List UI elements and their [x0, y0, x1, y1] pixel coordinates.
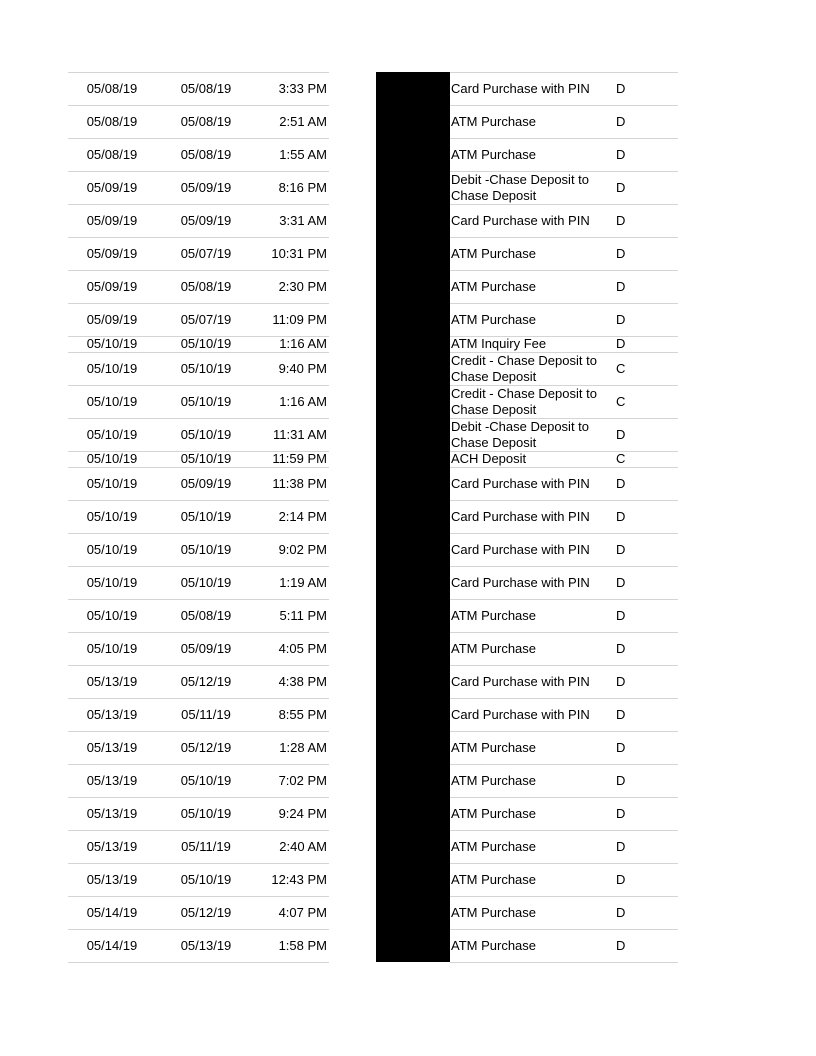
transaction-date-cell: 05/10/19: [180, 336, 232, 351]
description-cell: ATM Purchase: [451, 937, 537, 953]
time-cell: 1:16 AM: [279, 393, 327, 409]
posted-date-cell: 05/14/19: [86, 937, 138, 953]
time-cell: 11:31 AM: [273, 426, 327, 442]
time-cell: 10:31 PM: [271, 245, 327, 261]
type-cell: D: [616, 179, 626, 195]
row-divider: [450, 204, 678, 205]
table-row: [0, 72, 816, 105]
description-cell: Card Purchase with PIN: [451, 574, 590, 590]
row-divider: [68, 467, 329, 468]
row-divider: [68, 270, 329, 271]
time-cell: 1:28 AM: [279, 739, 327, 755]
type-cell: D: [616, 336, 626, 351]
time-cell: 11:59 PM: [272, 451, 327, 466]
transaction-date-cell: 05/07/19: [180, 245, 232, 261]
time-cell: 4:05 PM: [278, 640, 327, 656]
transaction-date-cell: 05/10/19: [180, 805, 232, 821]
table-row: [0, 385, 816, 418]
transaction-date-cell: 05/10/19: [180, 451, 232, 466]
type-cell: D: [616, 607, 626, 623]
time-cell: 2:14 PM: [278, 508, 327, 524]
type-cell: D: [616, 113, 626, 129]
type-cell: D: [616, 640, 626, 656]
time-cell: 2:30 PM: [278, 278, 327, 294]
row-divider: [450, 451, 678, 452]
posted-date-cell: 05/13/19: [86, 871, 138, 887]
type-cell: C: [616, 360, 626, 376]
time-cell: 1:19 AM: [279, 574, 327, 590]
transaction-date-cell: 05/11/19: [181, 838, 231, 854]
row-divider: [68, 962, 329, 963]
description-cell: ATM Purchase: [451, 640, 537, 656]
posted-date-cell: 05/09/19: [86, 179, 138, 195]
time-cell: 11:38 PM: [272, 475, 327, 491]
time-cell: 9:40 PM: [278, 360, 327, 376]
row-divider: [450, 698, 678, 699]
time-cell: 8:16 PM: [278, 179, 327, 195]
row-divider: [68, 698, 329, 699]
table-row: [0, 863, 816, 896]
posted-date-cell: 05/08/19: [86, 80, 138, 96]
table-row: [0, 500, 816, 533]
row-divider: [68, 830, 329, 831]
posted-date-cell: 05/13/19: [86, 772, 138, 788]
row-divider: [450, 418, 678, 419]
row-divider: [68, 566, 329, 567]
description-cell: Card Purchase with PIN: [451, 673, 590, 689]
row-divider: [450, 962, 678, 963]
row-divider: [450, 72, 678, 73]
type-cell: D: [616, 937, 626, 953]
row-divider: [68, 303, 329, 304]
transaction-date-cell: 05/10/19: [180, 772, 232, 788]
row-divider: [68, 929, 329, 930]
table-row: [0, 171, 816, 204]
posted-date-cell: 05/10/19: [86, 607, 138, 623]
description-cell: ATM Purchase: [451, 871, 537, 887]
row-divider: [450, 665, 678, 666]
row-divider: [450, 632, 678, 633]
posted-date-cell: 05/09/19: [86, 278, 138, 294]
table-row: [0, 451, 816, 467]
row-divider: [68, 451, 329, 452]
row-divider: [450, 731, 678, 732]
table-row: [0, 237, 816, 270]
description-cell: Credit - Chase Deposit to Chase Deposit: [451, 352, 597, 384]
row-divider: [68, 237, 329, 238]
time-cell: 9:24 PM: [278, 805, 327, 821]
row-divider: [450, 270, 678, 271]
posted-date-cell: 05/10/19: [86, 426, 138, 442]
posted-date-cell: 05/14/19: [86, 904, 138, 920]
row-divider: [68, 385, 329, 386]
description-cell: ATM Purchase: [451, 245, 537, 261]
posted-date-cell: 05/10/19: [86, 336, 138, 351]
description-cell: Card Purchase with PIN: [451, 706, 590, 722]
transaction-date-cell: 05/09/19: [180, 179, 232, 195]
description-cell: Debit -Chase Deposit to Chase Deposit: [451, 418, 590, 450]
row-divider: [450, 500, 678, 501]
row-divider: [450, 385, 678, 386]
transaction-date-cell: 05/12/19: [180, 739, 232, 755]
type-cell: D: [616, 673, 626, 689]
row-divider: [450, 896, 678, 897]
row-divider: [68, 105, 329, 106]
time-cell: 2:51 AM: [279, 113, 327, 129]
row-divider: [68, 418, 329, 419]
posted-date-cell: 05/09/19: [86, 311, 138, 327]
table-row: [0, 418, 816, 451]
transaction-date-cell: 05/10/19: [180, 426, 232, 442]
type-cell: D: [616, 146, 626, 162]
type-cell: D: [616, 475, 626, 491]
row-divider: [68, 72, 329, 73]
table-row: [0, 632, 816, 665]
row-divider: [68, 336, 329, 337]
row-divider: [68, 533, 329, 534]
type-cell: D: [616, 706, 626, 722]
posted-date-cell: 05/09/19: [86, 212, 138, 228]
posted-date-cell: 05/10/19: [86, 451, 138, 466]
type-cell: D: [616, 772, 626, 788]
row-divider: [450, 336, 678, 337]
table-row: [0, 896, 816, 929]
table-row: [0, 303, 816, 336]
row-divider: [450, 138, 678, 139]
transaction-date-cell: 05/09/19: [180, 640, 232, 656]
transaction-date-cell: 05/10/19: [180, 541, 232, 557]
row-divider: [68, 138, 329, 139]
time-cell: 2:40 AM: [279, 838, 327, 854]
row-divider: [68, 731, 329, 732]
row-divider: [450, 105, 678, 106]
table-row: [0, 929, 816, 962]
posted-date-cell: 05/09/19: [86, 245, 138, 261]
description-cell: ATM Purchase: [451, 113, 537, 129]
posted-date-cell: 05/13/19: [86, 805, 138, 821]
time-cell: 5:11 PM: [279, 607, 327, 623]
description-cell: ATM Purchase: [451, 838, 537, 854]
posted-date-cell: 05/10/19: [86, 475, 138, 491]
transaction-date-cell: 05/08/19: [180, 113, 232, 129]
time-cell: 1:58 PM: [278, 937, 327, 953]
row-divider: [450, 237, 678, 238]
posted-date-cell: 05/13/19: [86, 673, 138, 689]
row-divider: [450, 599, 678, 600]
description-cell: Card Purchase with PIN: [451, 475, 590, 491]
type-cell: C: [616, 451, 626, 466]
description-cell: ATM Purchase: [451, 805, 537, 821]
transaction-date-cell: 05/10/19: [180, 871, 232, 887]
table-row: [0, 270, 816, 303]
time-cell: 8:55 PM: [278, 706, 327, 722]
posted-date-cell: 05/10/19: [86, 393, 138, 409]
row-divider: [450, 467, 678, 468]
table-row: [0, 599, 816, 632]
transaction-date-cell: 05/10/19: [180, 360, 232, 376]
posted-date-cell: 05/10/19: [86, 541, 138, 557]
transaction-date-cell: 05/12/19: [180, 904, 232, 920]
type-cell: D: [616, 805, 626, 821]
transaction-date-cell: 05/10/19: [180, 393, 232, 409]
row-divider: [450, 830, 678, 831]
transaction-date-cell: 05/09/19: [180, 212, 232, 228]
description-cell: ATM Purchase: [451, 772, 537, 788]
table-row: [0, 533, 816, 566]
transaction-date-cell: 05/08/19: [180, 80, 232, 96]
table-row: [0, 566, 816, 599]
table-row: [0, 665, 816, 698]
type-cell: D: [616, 311, 626, 327]
time-cell: 7:02 PM: [278, 772, 327, 788]
table-row: [0, 830, 816, 863]
posted-date-cell: 05/13/19: [86, 739, 138, 755]
description-cell: ATM Purchase: [451, 146, 537, 162]
row-divider: [68, 764, 329, 765]
transaction-date-cell: 05/08/19: [180, 278, 232, 294]
row-divider: [68, 599, 329, 600]
time-cell: 9:02 PM: [278, 541, 327, 557]
row-divider: [450, 863, 678, 864]
row-divider: [450, 352, 678, 353]
row-divider: [450, 764, 678, 765]
row-divider: [68, 797, 329, 798]
row-divider: [68, 665, 329, 666]
time-cell: 1:55 AM: [279, 146, 327, 162]
table-row: [0, 336, 816, 352]
transaction-date-cell: 05/07/19: [180, 311, 232, 327]
row-divider: [450, 533, 678, 534]
row-divider: [450, 303, 678, 304]
time-cell: 11:09 PM: [272, 311, 327, 327]
row-divider: [450, 171, 678, 172]
table-row: [0, 797, 816, 830]
transaction-date-cell: 05/12/19: [180, 673, 232, 689]
row-divider: [68, 204, 329, 205]
type-cell: D: [616, 212, 626, 228]
description-cell: Credit - Chase Deposit to Chase Deposit: [451, 385, 597, 417]
row-divider: [68, 863, 329, 864]
transaction-date-cell: 05/08/19: [180, 607, 232, 623]
time-cell: 12:43 PM: [271, 871, 327, 887]
row-divider: [68, 896, 329, 897]
row-divider: [68, 632, 329, 633]
posted-date-cell: 05/13/19: [86, 706, 138, 722]
table-row: [0, 467, 816, 500]
posted-date-cell: 05/10/19: [86, 508, 138, 524]
table-row: [0, 352, 816, 385]
type-cell: C: [616, 393, 626, 409]
table-row: [0, 105, 816, 138]
type-cell: D: [616, 574, 626, 590]
transaction-date-cell: 05/10/19: [180, 574, 232, 590]
type-cell: D: [616, 245, 626, 261]
posted-date-cell: 05/08/19: [86, 113, 138, 129]
transaction-date-cell: 05/13/19: [180, 937, 232, 953]
table-row: [0, 138, 816, 171]
description-cell: ATM Purchase: [451, 311, 537, 327]
time-cell: 1:16 AM: [279, 336, 327, 351]
type-cell: D: [616, 278, 626, 294]
description-cell: Debit -Chase Deposit to Chase Deposit: [451, 171, 590, 203]
posted-date-cell: 05/13/19: [86, 838, 138, 854]
description-cell: Card Purchase with PIN: [451, 212, 590, 228]
type-cell: D: [616, 426, 626, 442]
description-cell: ATM Purchase: [451, 278, 537, 294]
type-cell: D: [616, 508, 626, 524]
type-cell: D: [616, 871, 626, 887]
description-cell: Card Purchase with PIN: [451, 508, 590, 524]
time-cell: 4:38 PM: [278, 673, 327, 689]
posted-date-cell: 05/10/19: [86, 360, 138, 376]
posted-date-cell: 05/10/19: [86, 640, 138, 656]
description-cell: Card Purchase with PIN: [451, 541, 590, 557]
type-cell: D: [616, 739, 626, 755]
transaction-date-cell: 05/09/19: [180, 475, 232, 491]
description-cell: ATM Purchase: [451, 904, 537, 920]
table-row: [0, 731, 816, 764]
type-cell: D: [616, 838, 626, 854]
transaction-date-cell: 05/10/19: [180, 508, 232, 524]
time-cell: 3:31 AM: [279, 212, 327, 228]
row-divider: [68, 500, 329, 501]
type-cell: D: [616, 904, 626, 920]
type-cell: D: [616, 541, 626, 557]
description-cell: ATM Inquiry Fee: [451, 336, 547, 351]
posted-date-cell: 05/10/19: [86, 574, 138, 590]
transaction-date-cell: 05/11/19: [181, 706, 231, 722]
description-cell: ATM Purchase: [451, 739, 537, 755]
row-divider: [450, 566, 678, 567]
row-divider: [450, 929, 678, 930]
time-cell: 4:07 PM: [278, 904, 327, 920]
table-row: [0, 204, 816, 237]
description-cell: ATM Purchase: [451, 607, 537, 623]
description-cell: Card Purchase with PIN: [451, 80, 590, 96]
table-row: [0, 764, 816, 797]
description-cell: ACH Deposit: [451, 451, 527, 466]
time-cell: 3:33 PM: [278, 80, 327, 96]
transaction-date-cell: 05/08/19: [180, 146, 232, 162]
row-divider: [68, 171, 329, 172]
table-row: [0, 698, 816, 731]
row-divider: [68, 352, 329, 353]
row-divider: [450, 797, 678, 798]
type-cell: D: [616, 80, 626, 96]
posted-date-cell: 05/08/19: [86, 146, 138, 162]
